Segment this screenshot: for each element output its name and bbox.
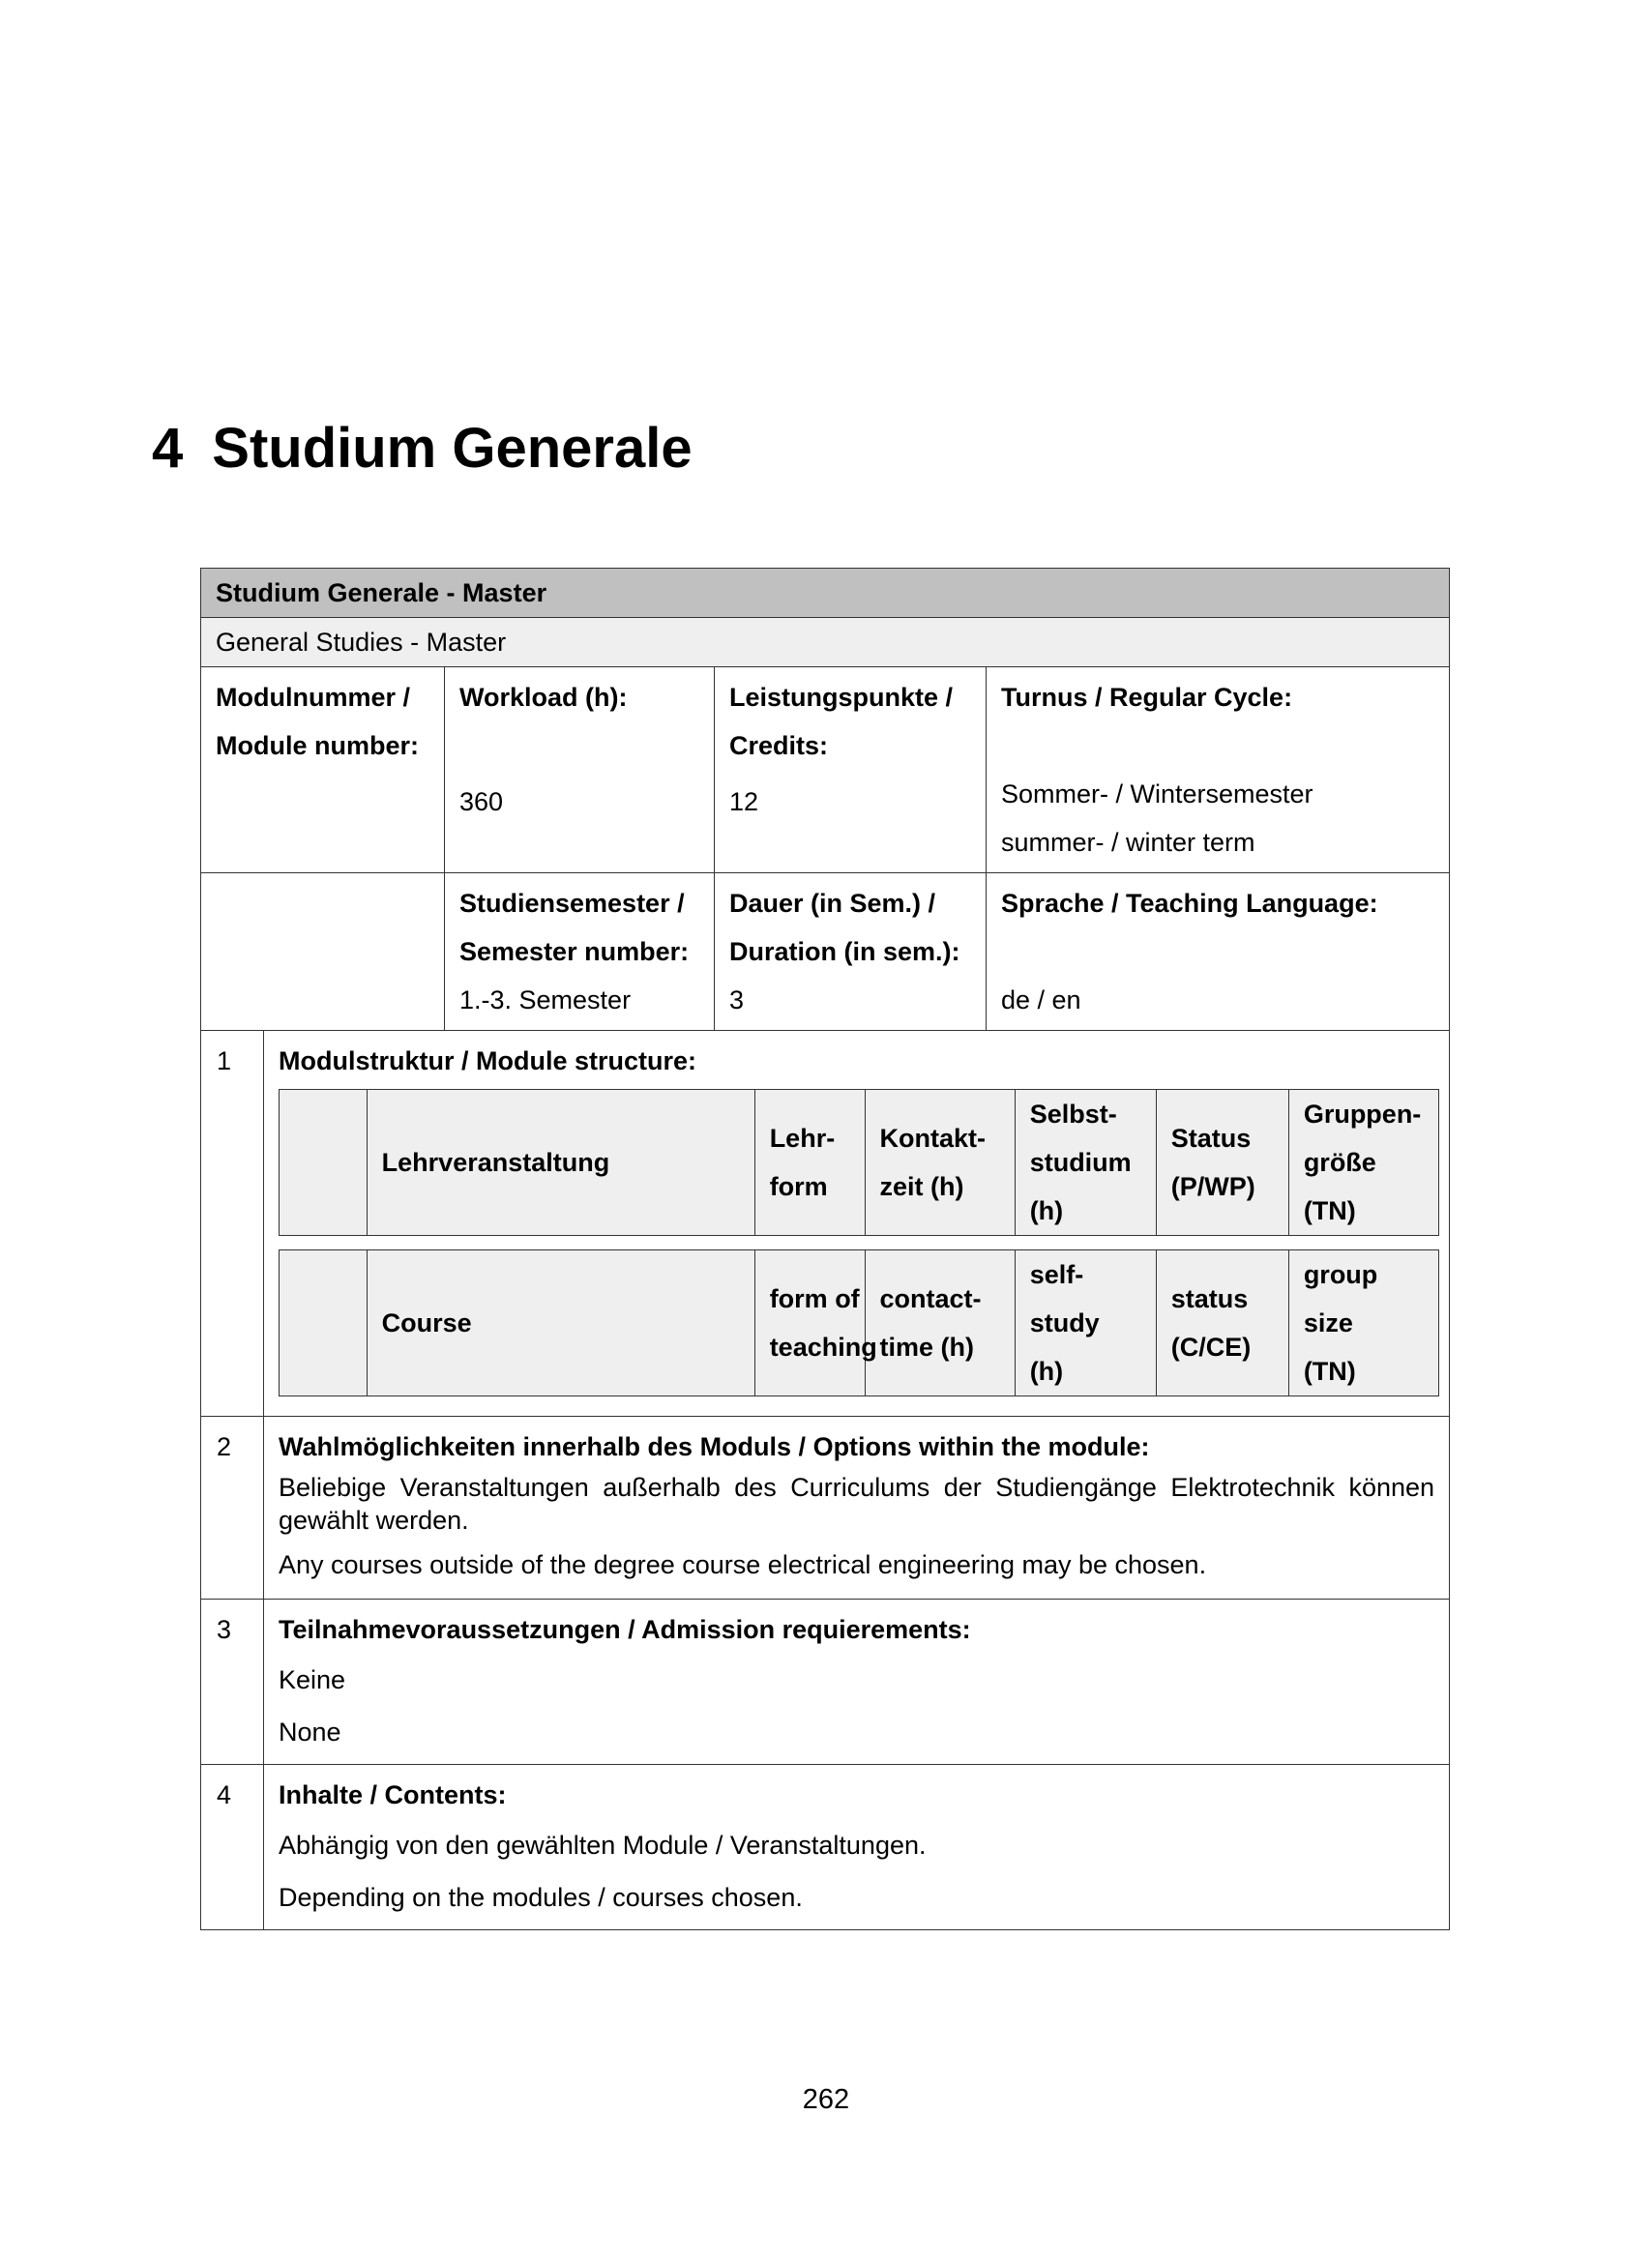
section-1-number: 1 <box>201 1031 264 1417</box>
section-4-row <box>201 1765 1450 1930</box>
cycle-value-de: Sommer- / Wintersemester <box>1001 779 1313 808</box>
module-info-row <box>201 667 1450 873</box>
semester-label-de: Studiensemester / <box>459 889 685 918</box>
module-number-label-de: Modulnummer / <box>216 683 410 712</box>
section-2-content <box>264 1417 1450 1600</box>
language-cell <box>987 873 1450 1031</box>
language-label: Sprache / Teaching Language: <box>1001 889 1378 918</box>
section-3-row <box>201 1600 1450 1765</box>
module-semester-row <box>201 873 1450 1031</box>
structure-table-de <box>279 1089 1439 1236</box>
credits-cell <box>715 667 987 873</box>
section-1-row <box>201 1031 1450 1417</box>
structure-de-group: Gruppen- größe (TN) <box>1288 1090 1438 1236</box>
structure-de-form: Lehr- form <box>754 1090 865 1236</box>
structure-en-contact: contact- time (h) <box>865 1250 1015 1396</box>
heading-number: 4 <box>152 417 184 480</box>
section-4-title: Inhalte / Contents: <box>279 1780 507 1809</box>
structure-de-self: Selbst- studium (h) <box>1015 1090 1156 1236</box>
section-2-number: 2 <box>201 1417 264 1600</box>
section-2-text-de: Beliebige Veranstaltungen außerhalb des Curriculums der Studiengänge Elektrotechnik können gewählt werden. <box>279 1473 1435 1535</box>
credits-label-de: Leistungspunkte / <box>729 683 954 712</box>
semester-cell <box>445 873 715 1031</box>
section-2-title: Wahlmöglichkeiten innerhalb des Moduls / Options within the module: <box>279 1432 1150 1461</box>
section-4-number: 4 <box>201 1765 264 1930</box>
structure-en-form: form of teaching <box>754 1250 865 1396</box>
section-1-content <box>264 1031 1450 1417</box>
page-heading <box>152 416 693 481</box>
module-number-cell <box>201 667 445 873</box>
module-subtitle-row <box>201 618 1450 667</box>
heading-title: Studium Generale <box>212 417 693 480</box>
workload-label: Workload (h): <box>459 683 628 712</box>
workload-value: 360 <box>459 787 504 816</box>
credits-label-en: Credits: <box>729 731 829 760</box>
structure-en-status: status (C/CE) <box>1156 1250 1288 1396</box>
section-4-text-en: Depending on the modules / courses chosen. <box>279 1883 803 1912</box>
semester-value: 1.-3. Semester <box>459 985 632 1014</box>
section-3-number: 3 <box>201 1600 264 1765</box>
page-number: 262 <box>802 2084 850 2115</box>
section-4-content <box>264 1765 1450 1930</box>
module-title: Studium Generale - Master <box>201 569 1450 618</box>
duration-cell <box>715 873 987 1031</box>
section-1-title: Modulstruktur / Module structure: <box>279 1046 696 1075</box>
section-3-title: Teilnahmevoraussetzungen / Admission requierements: <box>279 1615 971 1644</box>
structure-de-contact: Kontakt- zeit (h) <box>865 1090 1015 1236</box>
structure-en-blank <box>280 1250 368 1396</box>
section-3-content <box>264 1600 1450 1765</box>
structure-de-blank <box>280 1090 368 1236</box>
duration-value: 3 <box>729 985 745 1014</box>
section-4-text-de: Abhängig von den gewählten Module / Veranstaltungen. <box>279 1831 927 1860</box>
module-title-row <box>201 569 1450 618</box>
language-value: de / en <box>1001 985 1081 1014</box>
structure-de-status: Status (P/WP) <box>1156 1090 1288 1236</box>
structure-en-course: Course <box>367 1250 754 1396</box>
duration-label-en: Duration (in sem.): <box>729 937 960 966</box>
cycle-value-en: summer- / winter term <box>1001 828 1255 857</box>
duration-label-de: Dauer (in Sem.) / <box>729 889 936 918</box>
empty-cell <box>201 873 445 1031</box>
module-table <box>200 568 1450 1930</box>
cycle-cell <box>987 667 1450 873</box>
semester-label-en: Semester number: <box>459 937 690 966</box>
section-3-text-de: Keine <box>279 1665 346 1694</box>
structure-en-group: group size (TN) <box>1288 1250 1438 1396</box>
structure-table-en <box>279 1249 1439 1396</box>
workload-cell <box>445 667 715 873</box>
module-subtitle: General Studies - Master <box>201 618 1450 667</box>
section-2-row <box>201 1417 1450 1600</box>
section-3-text-en: None <box>279 1718 341 1747</box>
structure-de-course: Lehrveranstaltung <box>367 1090 754 1236</box>
cycle-label: Turnus / Regular Cycle: <box>1001 683 1293 712</box>
module-number-label-en: Module number: <box>216 731 419 760</box>
structure-en-self: self- study (h) <box>1015 1250 1156 1396</box>
credits-value: 12 <box>729 787 759 816</box>
section-2-text-en: Any courses outside of the degree course electrical engineering may be chosen. <box>279 1550 1207 1579</box>
